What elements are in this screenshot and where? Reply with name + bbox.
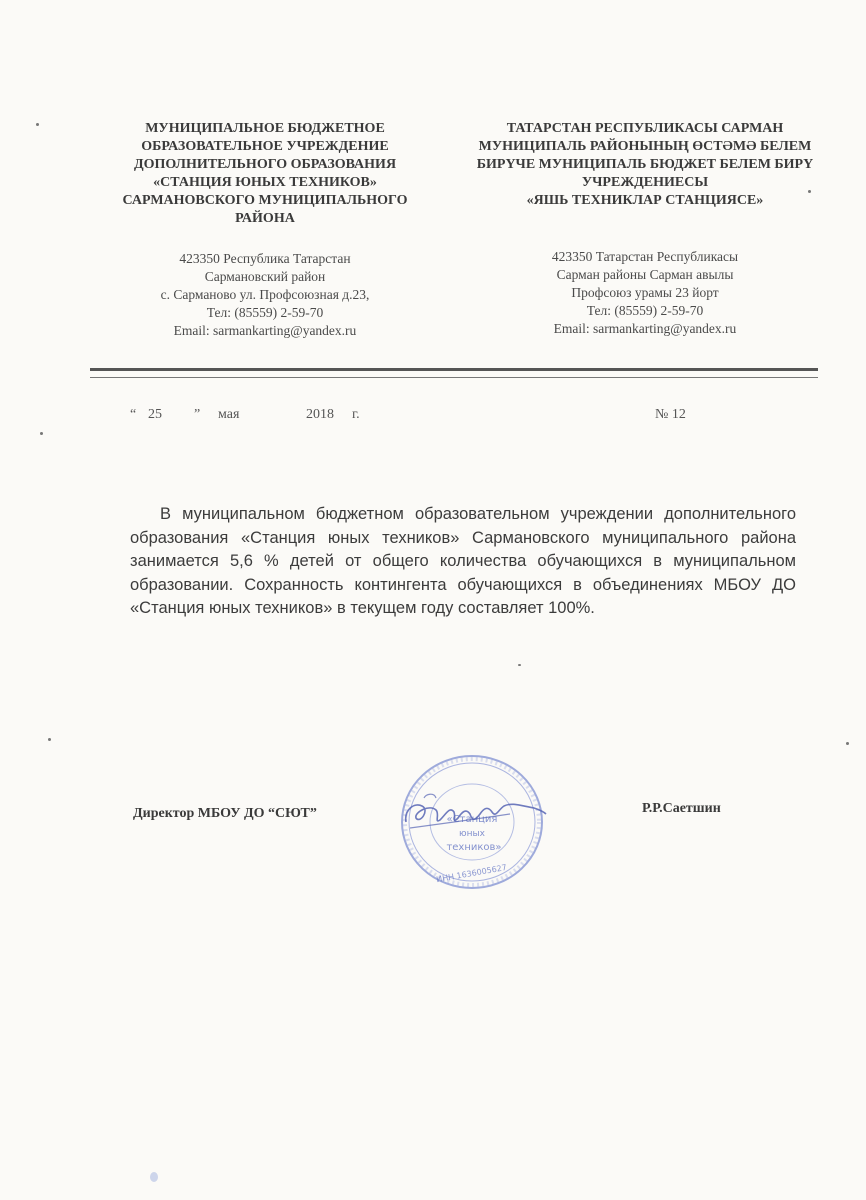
date-close-quote: ”: [194, 407, 201, 422]
email-line: Email: sarmankarting@yandex.ru: [173, 323, 357, 338]
paper-speck: [846, 742, 849, 745]
paper-speck: [48, 738, 51, 741]
org-line: МУНИЦИПАЛЬ РАЙОНЫНЫҢ ӨСТӘМӘ БЕЛЕМ: [478, 139, 812, 154]
address-line: Профсоюз урамы 23 йорт: [571, 285, 719, 300]
seal-line: техников»: [446, 842, 502, 853]
org-name-ru: [100, 120, 430, 228]
seal-line: «Станция: [446, 814, 498, 825]
org-line: МУНИЦИПАЛЬНОЕ БЮДЖЕТНОЕ: [145, 121, 385, 136]
date-open-quote: “: [130, 407, 137, 422]
address-line: 423350 Республика Татарстан: [179, 251, 351, 266]
paper-speck: [36, 123, 39, 126]
org-line: БИРҮЧЕ МУНИЦИПАЛЬ БЮДЖЕТ БЕЛЕМ БИРҮ: [476, 157, 814, 172]
address-ru: [100, 250, 430, 340]
signatory-name: Р.Р.Саетшин: [642, 801, 721, 816]
org-line: ДОПОЛНИТЕЛЬНОГО ОБРАЗОВАНИЯ: [133, 157, 397, 172]
handwritten-signature: [400, 784, 548, 846]
org-line: «ЯШЬ ТЕХНИКЛАР СТАНЦИЯСЕ»: [526, 193, 764, 208]
address-tt: [440, 248, 850, 338]
address-line: 423350 Татарстан Республикасы: [551, 249, 739, 264]
date-day: 25: [148, 407, 162, 422]
date-year: 2018: [306, 407, 334, 422]
seal-inn: ИНН 1636005627: [435, 862, 508, 885]
phone-line: Тел: (85559) 2-59-70: [206, 305, 324, 320]
phone-line: Тел: (85559) 2-59-70: [586, 303, 704, 318]
body-paragraph: В муниципальном бюджетном образовательном учреждении дополнительного образования «Станция юных техников» Сармановского муниципального района занимается 5,6 % детей от общего количества обучающихся в муниципальном образовании. Сохранность контингента обучающихся в объединениях МБОУ ДО «Станция юных техников» в текущем году составляет 100%.: [130, 505, 796, 617]
org-line: РАЙОНА: [235, 211, 295, 226]
email-line: Email: sarmankarting@yandex.ru: [553, 321, 737, 336]
org-line: УЧРЕЖДЕНИЕСЫ: [581, 175, 709, 190]
document-number: № 12: [655, 407, 686, 422]
paper-speck: [808, 190, 811, 193]
org-name-tt: [440, 120, 850, 210]
address-line: с. Сарманово ул. Профсоюзная д.23,: [160, 287, 370, 302]
address-line: Сармановский район: [204, 269, 326, 284]
paper-speck: [518, 664, 521, 666]
org-line: САРМАНОВСКОГО МУНИЦИПАЛЬНОГО: [122, 193, 408, 208]
header-divider-thin: [90, 377, 818, 378]
org-line: «СТАНЦИЯ ЮНЫХ ТЕХНИКОВ»: [153, 175, 377, 190]
date-year-suffix: г.: [352, 407, 360, 422]
paper-speck: [150, 1172, 158, 1182]
header-right: [440, 120, 850, 338]
org-line: ТАТАРСТАН РЕСПУБЛИКАСЫ САРМАН: [506, 121, 784, 136]
org-line: ОБРАЗОВАТЕЛЬНОЕ УЧРЕЖДЕНИЕ: [141, 139, 389, 154]
header-divider-thick: [90, 368, 818, 371]
paper-speck: [40, 432, 43, 435]
address-line: Сарман районы Сарман авылы: [556, 267, 734, 282]
signatory-title: Директор МБОУ ДО “СЮТ”: [133, 806, 317, 821]
header-left: [100, 120, 430, 340]
seal-line: юных: [459, 829, 485, 839]
date-month: мая: [218, 407, 240, 422]
